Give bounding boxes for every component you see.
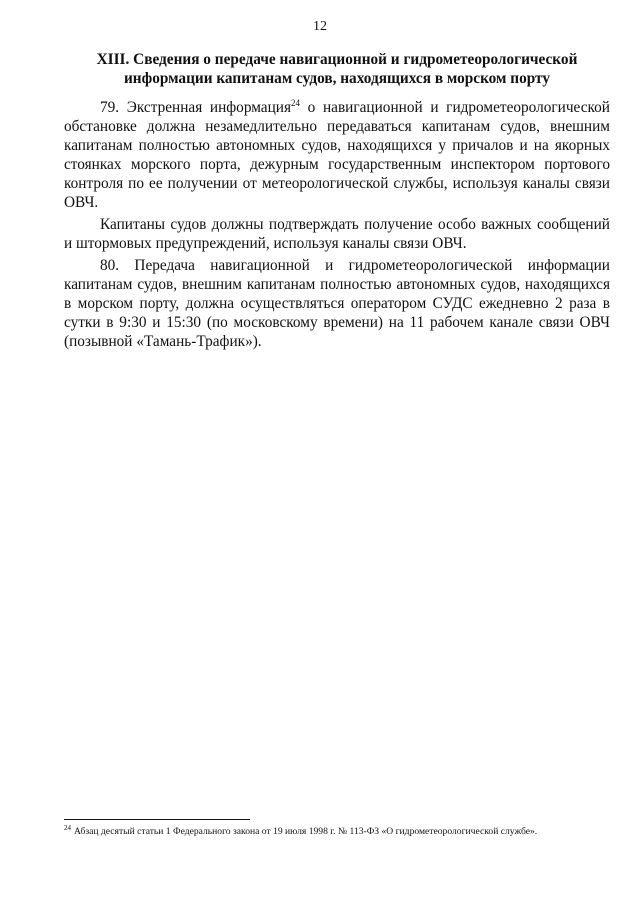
footnote-text: Абзац десятый статьи 1 Федерального закона от 19 июля 1998 г. № 113-ФЗ «О гидрометеорологической службе».: [74, 826, 538, 837]
section-heading-line-1: XIII. Сведения о передаче навигационной и гидрометеорологической: [96, 51, 578, 68]
section-heading: [64, 50, 610, 88]
body-text: [64, 98, 610, 351]
paragraph-80: 80. Передача навигационной и гидрометеорологической информации капитанам судов, внешним капитанам полностью автономных судов, находящихся в морском порту, должна осуществляться оператором СУДС ежедневно 2 раза в сутки в 9:30 и 15:30 (по московскому времени) на 11 рабочем канале связи ОВЧ (позывной «Тамань-Трафик»).: [64, 257, 610, 350]
section-heading-line-2: информации капитанам судов, находящихся в морском порту: [123, 70, 551, 87]
paragraph-79-start: 79. Экстренная информация: [100, 99, 292, 116]
page-number: 12: [313, 19, 327, 34]
footnote-divider: [64, 819, 250, 820]
footnote: [64, 826, 624, 838]
paragraph-79: [64, 98, 610, 212]
footnote-mark: 24: [64, 824, 71, 832]
footnote-reference: 24: [291, 98, 301, 108]
paragraph-79-rest: о навигационной и гидрометеорологической обстановке должна незамедлительно передаваться капитанам судов, внешним капитанам полностью автономных судов, находящихся у причалов и на якорных стоянках морского порта, дежурным государственным инспектором портового контроля по ее получении от метеорологической службы, используя каналы связи ОВЧ.: [64, 99, 610, 211]
paragraph-captains-confirm: Капитаны судов должны подтверждать получение особо важных сообщений и штормовых предупреждений, используя каналы связи ОВЧ.: [64, 216, 610, 252]
